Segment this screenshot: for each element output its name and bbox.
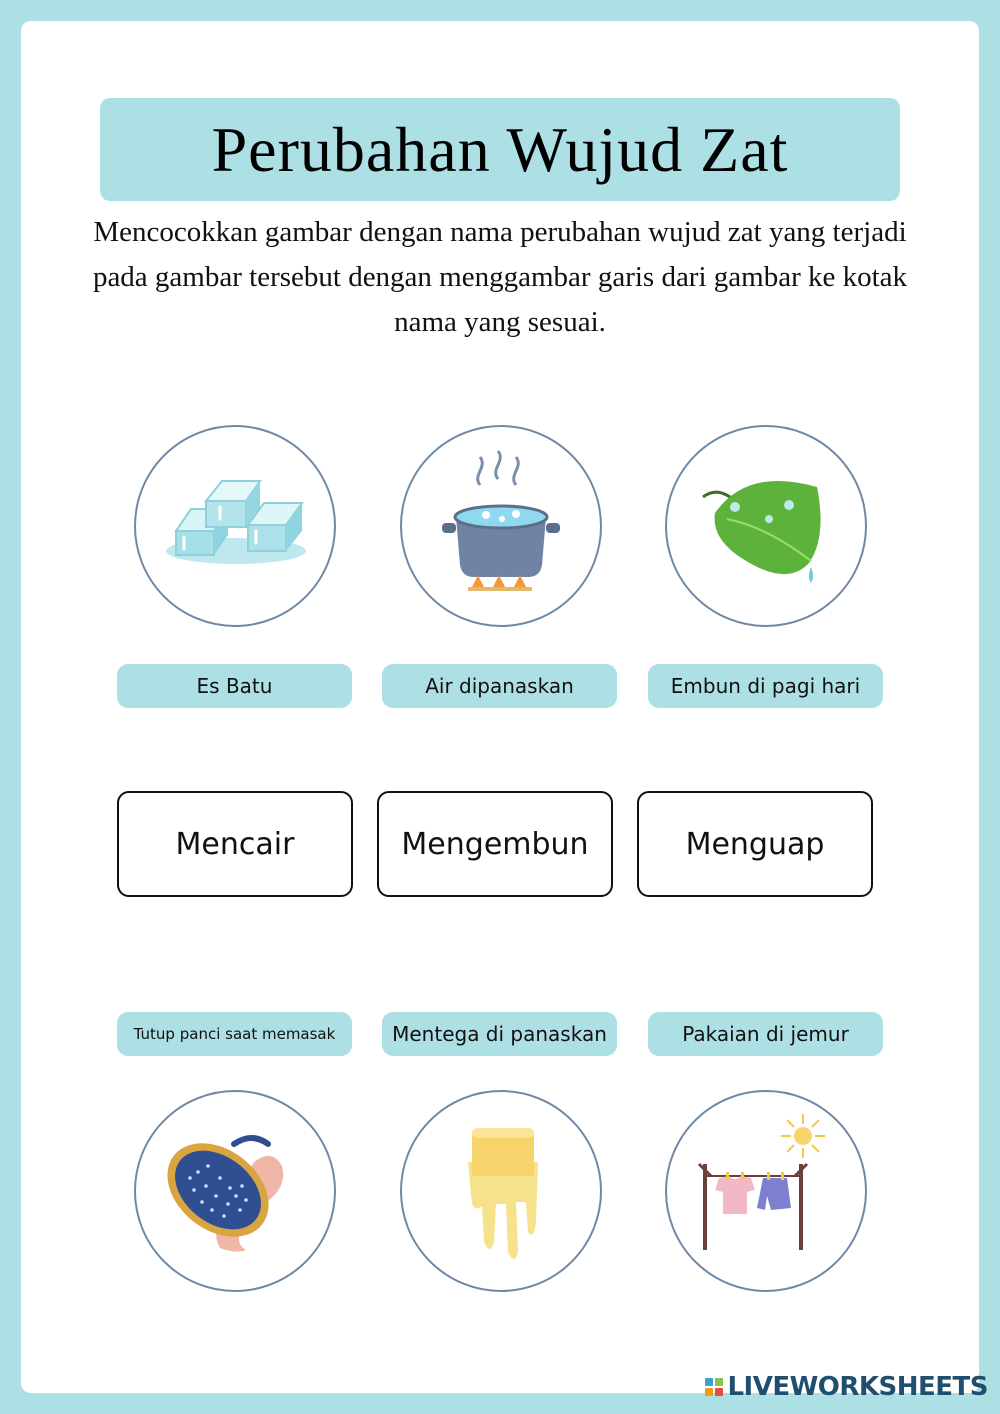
answer-box-mengembun[interactable]: Mengembun — [377, 791, 613, 897]
boiling-pot-icon — [402, 427, 600, 625]
ice-cubes-picture[interactable] — [134, 425, 336, 627]
page-title: Perubahan Wujud Zat — [211, 113, 789, 185]
liveworksheets-logo-icon — [705, 1378, 723, 1396]
melting-butter-picture[interactable] — [400, 1090, 602, 1292]
pot-lid-picture[interactable] — [134, 1090, 336, 1292]
boiling-pot-picture[interactable] — [400, 425, 602, 627]
ice-cubes-icon — [136, 427, 334, 625]
label-air-dipanaskan: Air dipanaskan — [382, 664, 617, 708]
answer-box-mencair[interactable]: Mencair — [117, 791, 353, 897]
melting-butter-icon — [402, 1092, 600, 1290]
title-banner — [100, 98, 900, 201]
label-embun: Embun di pagi hari — [648, 664, 883, 708]
label-mentega: Mentega di panaskan — [382, 1012, 617, 1056]
dew-leaf-picture[interactable] — [665, 425, 867, 627]
dew-leaf-icon — [667, 427, 865, 625]
answer-box-menguap[interactable]: Menguap — [637, 791, 873, 897]
label-tutup-panci: Tutup panci saat memasak — [117, 1012, 352, 1056]
instruction-text: Mencocokkan gambar dengan nama perubahan wujud zat yang terjadi pada gambar tersebut dengan menggambar garis dari gambar ke kotak nama yang sesuai. — [92, 216, 908, 338]
label-es-batu: Es Batu — [117, 664, 352, 708]
brand-name: LIVEWORKSHEETS — [727, 1372, 988, 1402]
label-pakaian: Pakaian di jemur — [648, 1012, 883, 1056]
clothesline-icon — [667, 1092, 865, 1290]
pot-lid-icon — [136, 1092, 334, 1290]
liveworksheets-brand — [705, 1372, 988, 1402]
clothesline-picture[interactable] — [665, 1090, 867, 1292]
